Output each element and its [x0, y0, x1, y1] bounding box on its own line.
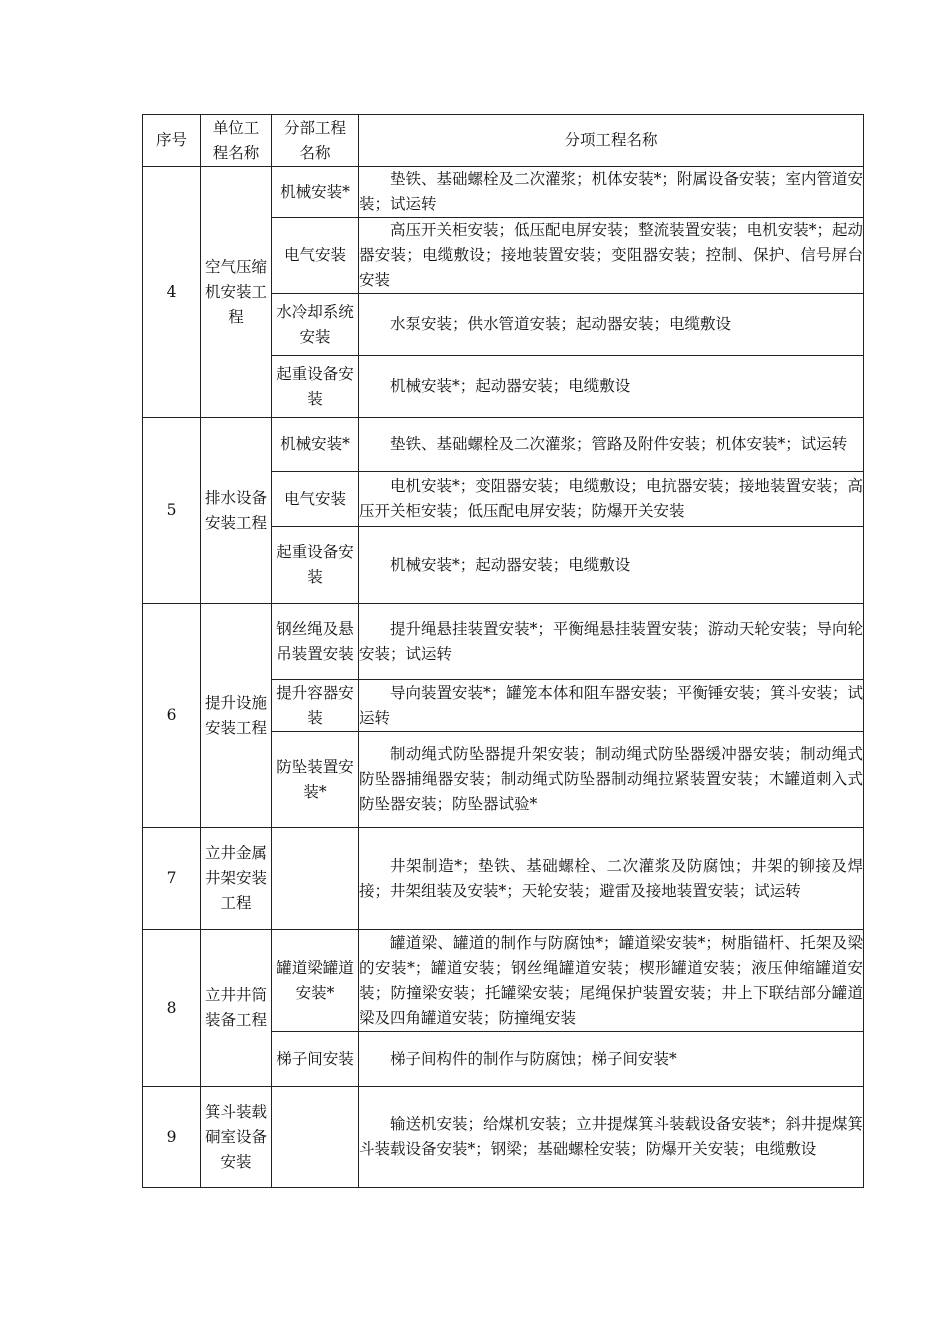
item-list [359, 828, 864, 930]
sub-project-name: 电气安装 [272, 472, 359, 527]
row-number: 7 [143, 828, 201, 930]
unit-project-name: 立井金属井架安装工程 [201, 828, 272, 930]
item-text: 输送机安装；给煤机安装；立井提煤箕斗装载设备安装*；斜井提煤箕斗装载设备安装*；钢梁；基础螺栓安装；防爆开关安装；电缆敷设 [359, 1115, 863, 1158]
unit-project-name: 提升设施安装工程 [201, 604, 272, 828]
item-list [359, 418, 864, 472]
table-row [143, 828, 864, 930]
item-list [359, 732, 864, 828]
row-number: 6 [143, 604, 201, 828]
item-list [359, 294, 864, 356]
item-text: 垫铁、基础螺栓及二次灌浆；机体安装*；附属设备安装；室内管道安装；试运转 [359, 170, 863, 213]
item-list [359, 680, 864, 732]
unit-project-name: 箕斗装载硐室设备安装 [201, 1087, 272, 1188]
sub-project-name: 起重设备安装 [272, 527, 359, 604]
item-text: 电机安装*；变阻器安装；电缆敷设；电抗器安装；接地装置安装；高压开关柜安装；低压配电屏安装；防爆开关安装 [359, 477, 863, 520]
item-list [359, 1087, 864, 1188]
item-text: 罐道梁、罐道的制作与防腐蚀*；罐道梁安装*；树脂锚杆、托架及梁的安装*；罐道安装；钢丝绳罐道安装；楔形罐道安装；液压伸缩罐道安装；防撞梁安装；托罐梁安装；尾绳保护装置安装；井上下联结部分罐道梁及四角罐道安装；防撞绳安装 [359, 933, 863, 1027]
item-text: 制动绳式防坠器提升架安装；制动绳式防坠器缓冲器安装；制动绳式防坠器捕绳器安装；制动绳式防坠器制动绳拉紧装置安装；木罐道刺入式防坠器安装；防坠器试验* [359, 745, 863, 813]
header-unit: 单位工程名称 [201, 115, 272, 167]
sub-project-name: 机械安装* [272, 167, 359, 218]
sub-project-name: 起重设备安装 [272, 356, 359, 418]
item-text: 垫铁、基础螺栓及二次灌浆；管路及附件安装；机体安装*；试运转 [390, 435, 848, 453]
header-row [143, 115, 864, 167]
item-list [359, 930, 864, 1032]
item-text: 高压开关柜安装；低压配电屏安装；整流装置安装；电机安装*；起动器安装；电缆敷设；接地装置安装；变阻器安装；控制、保护、信号屏台安装 [359, 221, 863, 289]
unit-project-name: 排水设备安装工程 [201, 418, 272, 604]
sub-project-name: 水冷却系统安装 [272, 294, 359, 356]
sub-project-name: 电气安装 [272, 218, 359, 294]
unit-project-name: 立井井筒装备工程 [201, 930, 272, 1087]
sub-project-name: 提升容器安装 [272, 680, 359, 732]
unit-project-name: 空气压缩机安装工程 [201, 167, 272, 418]
row-number: 5 [143, 418, 201, 604]
item-text: 水泵安装；供水管道安装；起动器安装；电缆敷设 [390, 315, 732, 333]
item-text: 井架制造*；垫铁、基础螺栓、二次灌浆及防腐蚀；井架的铆接及焊接；井架组装及安装*；天轮安装；避雷及接地装置安装；试运转 [359, 856, 863, 900]
project-division-table [142, 114, 864, 1188]
header-no: 序号 [143, 115, 201, 167]
header-sub: 分部工程名称 [272, 115, 359, 167]
row-number: 8 [143, 930, 201, 1087]
table-row [143, 1087, 864, 1188]
sub-project-name: 罐道梁罐道安装* [272, 930, 359, 1032]
row-number: 4 [143, 167, 201, 418]
item-list [359, 218, 864, 294]
table-row [143, 930, 864, 1032]
item-text: 机械安装*；起动器安装；电缆敷设 [390, 555, 631, 574]
row-number: 9 [143, 1087, 201, 1188]
sub-project-name: 钢丝绳及悬吊装置安装 [272, 604, 359, 680]
item-text: 梯子间构件的制作与防腐蚀；梯子间安装* [390, 1049, 677, 1068]
table-row [143, 604, 864, 680]
item-list [359, 356, 864, 418]
item-text: 机械安装*；起动器安装；电缆敷设 [390, 377, 631, 395]
item-list [359, 472, 864, 527]
sub-project-name [272, 828, 359, 930]
sub-project-name [272, 1087, 359, 1188]
table-row [143, 418, 864, 472]
sub-project-name: 梯子间安装 [272, 1032, 359, 1087]
sub-project-name: 防坠装置安装* [272, 732, 359, 828]
item-text: 提升绳悬挂装置安装*；平衡绳悬挂装置安装；游动天轮安装；导向轮安装；试运转 [359, 619, 863, 663]
item-list [359, 527, 864, 604]
sub-project-name: 机械安装* [272, 418, 359, 472]
item-list [359, 1032, 864, 1087]
item-list [359, 167, 864, 218]
table-row [143, 167, 864, 218]
item-text: 导向装置安装*；罐笼本体和阻车器安装；平衡锤安装；箕斗安装；试运转 [359, 683, 863, 727]
item-list [359, 604, 864, 680]
header-item: 分项工程名称 [359, 115, 864, 167]
